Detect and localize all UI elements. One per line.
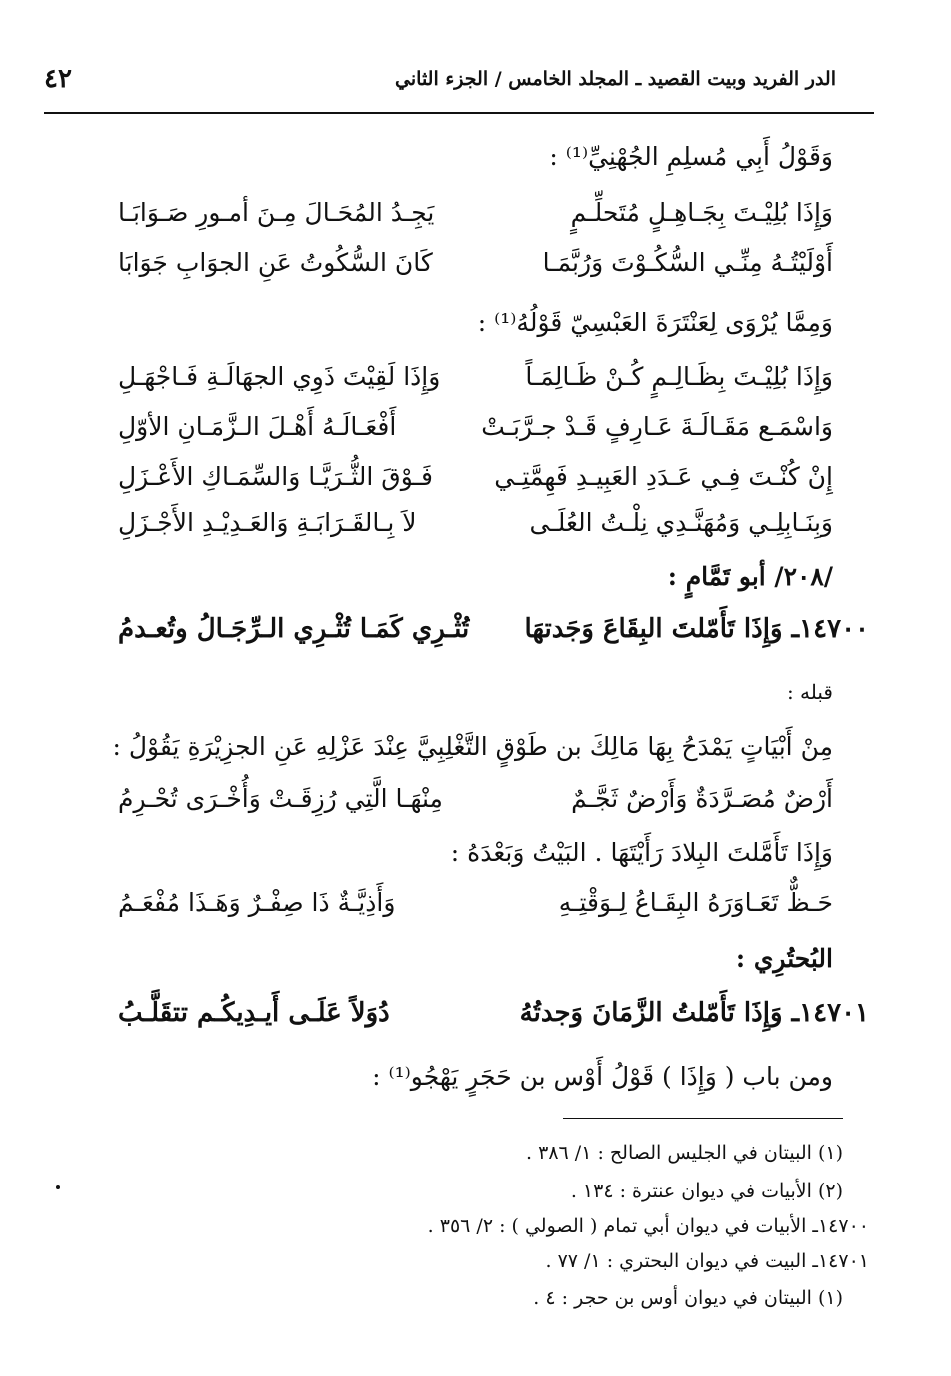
verse-hazz-second-hemistich: وَأَذِيَّـةٌ ذَا صِفْـرٌ وَهَـذَا مُفْعَـمُ bbox=[118, 888, 396, 917]
verse-14701-first-hemistich: ١٤٧٠١ـ وَإِذَا تَأَمّلتُ الزَّمَانَ وَجدتُهُ bbox=[519, 998, 869, 1028]
page-number: ٤٢ bbox=[44, 64, 72, 94]
margin-dot bbox=[56, 1185, 60, 1189]
poem1-verse2-second-hemistich: كَانَ السُّكُوتُ عَنِ الجوَابِ جَوَابَا bbox=[118, 248, 433, 277]
footnote-1: (١) البيتان في الجليس الصالح : ١/ ٣٨٦ . bbox=[526, 1142, 843, 1164]
verse-hazz-first-hemistich: حَـظٌّ تَعَـاوَرَهُ البِقَـاعُ لِـوَقْتِـهِ bbox=[558, 888, 833, 917]
after-verse-line: وَإِذَا تَأَمَّلتَ البِلادَ رَأَيْتَهَا . البَيْتُ وَبَعْدَهُ : bbox=[450, 838, 833, 867]
praise-introduction: مِنْ أَبْيَاتٍ يَمْدَحُ بِهَا مَالِكَ بن طَوْقٍ التَّغْلِبِيَّ عِنْدَ عَزْلِهِ عَنِ الجزِيْرَةِ يَقُوْلُ : bbox=[112, 732, 833, 761]
footnote-2: (٢) الأبيات في ديوان عنترة : ١٣٤ . bbox=[570, 1180, 843, 1202]
footnote-14700: ١٤٧٠٠ـ الأبيات في ديوان أبي تمام ( الصولي ) : ٢/ ٣٥٦ . bbox=[427, 1215, 869, 1237]
footnote-aws: (١) البيتان في ديوان أوس بن حجر : ٤ . bbox=[533, 1287, 843, 1309]
bab-line: ومن باب ( وَإِذَا ) قَوْلُ أَوْس بن حَجَرٍ يَهْجُو⁽¹⁾ : bbox=[372, 1062, 833, 1091]
intro-antara: وَمِمَّا يُرْوَى لِعَنْتَرَةَ العَبْسِيّ قَوْلُهُ⁽¹⁾ : bbox=[477, 308, 833, 337]
poem2-verse4-second-hemistich: لاَ بِـالقَـرَابَـةِ وَالعَـدِيْـدِ الأَجْـزَلِ bbox=[118, 508, 417, 537]
footnote-14701: ١٤٧٠١ـ البيت في ديوان البحتري : ١/ ٧٧ . bbox=[545, 1250, 869, 1272]
section-heading-buhturi: البُحتُرِي : bbox=[735, 944, 833, 973]
qablahu-label: قبله : bbox=[786, 680, 833, 704]
poem2-verse2-second-hemistich: أَفْعَـالَـهُ أَهْـلَ الـزَّمَـانِ الأوّلِ bbox=[118, 412, 397, 441]
poem2-verse1-second-hemistich: وَإِذَا لَقِيْتَ ذَوِي الجهَالَـةِ فَـاجْهَـلِ bbox=[118, 362, 441, 391]
poem2-verse4-first-hemistich: وَبِنَـابِلِـي وَمُهَنَّـدِي نِلْـتُ العُلَـى bbox=[529, 508, 833, 537]
poem2-verse2-first-hemistich: وَاسْمَـع مَقَـالَـةَ عَـارِفٍ قَـدْ جـرَّبَـتْ bbox=[481, 412, 833, 441]
section-heading-abu-tammam: /٢٠٨/ أبو تَمَّامٍ : bbox=[667, 562, 833, 591]
intro-abu-muslim: وَقَوْلُ أَبِي مُسلِمِ الجُهْنِيِّ⁽¹⁾ : bbox=[549, 142, 833, 171]
verse-14700-second-hemistich: تُثْـرِي كَمَـا تُثْـرِي الـرِّجَـالُ وتُعـدمُ bbox=[118, 614, 470, 644]
poem1-verse2-first-hemistich: أَوْلَيْتُـهُ مِنِّـي السُّكُـوْتَ وَرُبَّمَـا bbox=[542, 248, 833, 277]
poem2-verse3-first-hemistich: إِنْ كُنْـتَ فِـي عَـدَدِ العَبِيـدِ فَهِمَّتِـي bbox=[494, 462, 833, 491]
poem2-verse1-first-hemistich: وَإِذَا بُلِيْـتَ بِظَـالِـمٍ كُـنْ ظَـالِمَـاً bbox=[525, 362, 833, 391]
verse-14701-second-hemistich: دُوَلاً عَلَـى أَيـدِيكُـم تتقَلَّـبُ bbox=[118, 998, 390, 1028]
footnote-divider bbox=[563, 1118, 843, 1119]
verse-ard-second-hemistich: مِنْهَـا الَّتِي رُزِقَـتْ وَأُخْـرَى تُحْـرِمُ bbox=[118, 784, 443, 813]
verse-14700-first-hemistich: ١٤٧٠٠ـ وَإِذَا تَأَمّلتَ البِقَاعَ وَجَدتهَا bbox=[524, 614, 869, 644]
header-divider bbox=[44, 112, 874, 114]
poem2-verse3-second-hemistich: فَـوْقَ الثُّـرَيَّـا وَالسِّمَـاكِ الأَعْـزَلِ bbox=[118, 462, 433, 491]
running-header-title: الدر الفريد وبيت القصيد ـ المجلد الخامس / الجزء الثاني bbox=[395, 68, 836, 90]
poem1-verse1-second-hemistich: يَجِـدُ المُحَـالَ مِـنَ أمـورِ صَـوَابَـا bbox=[118, 198, 435, 227]
poem1-verse1-first-hemistich: وَإِذَا بُلِيْـتَ بِجَـاهِـلٍ مُتَحلِّـمٍ bbox=[570, 198, 833, 227]
verse-ard-first-hemistich: أَرْضٌ مُصَـرَّدَةٌ وَأَرْضٌ ثَجَّـمٌ bbox=[571, 784, 833, 813]
